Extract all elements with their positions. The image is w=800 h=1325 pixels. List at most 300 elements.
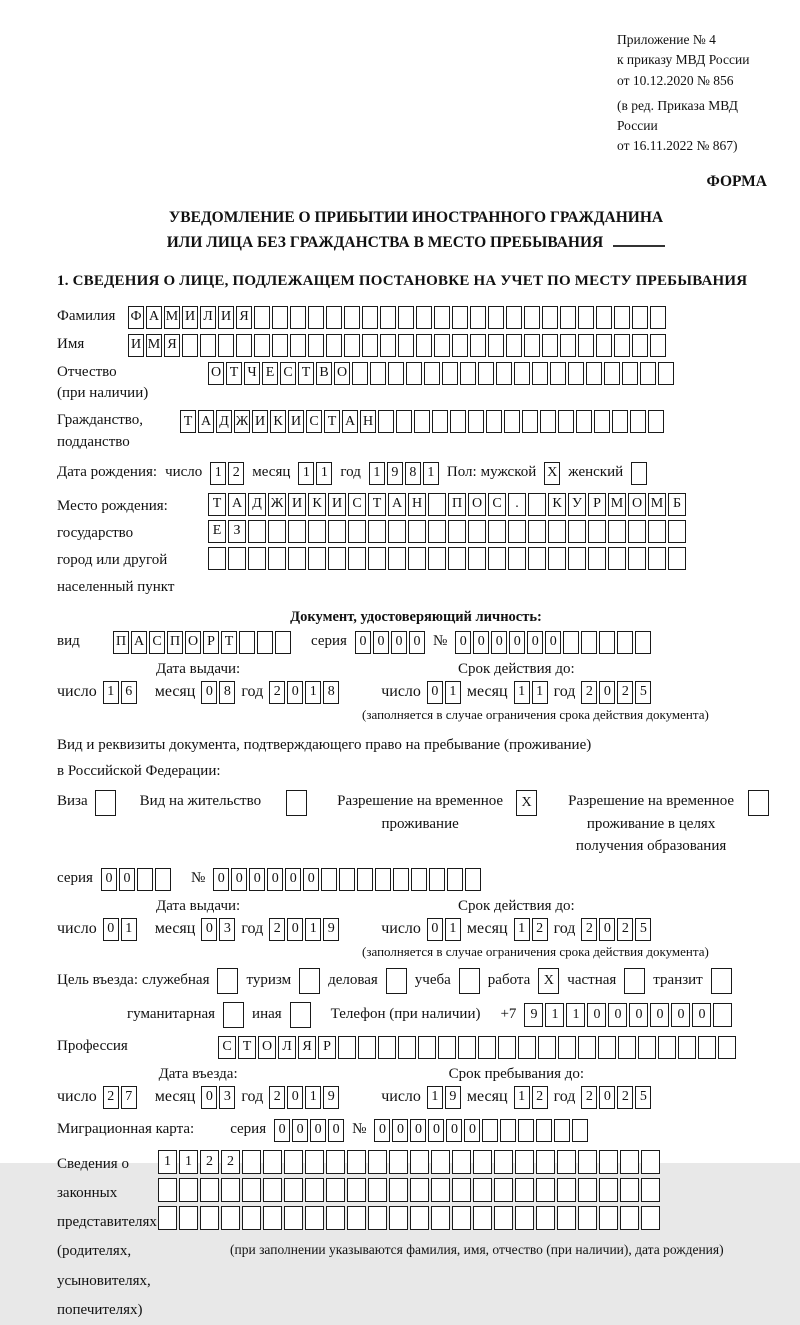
- representatives-cell[interactable]: [494, 1150, 513, 1174]
- entry-day-cell[interactable]: 2: [103, 1086, 119, 1109]
- identity-issue-year-cell[interactable]: 2: [269, 681, 285, 704]
- sex-female-cell[interactable]: [631, 462, 647, 485]
- surname-cell[interactable]: М: [164, 306, 180, 329]
- birthplace-cell[interactable]: У: [568, 493, 586, 516]
- representatives-cell[interactable]: [158, 1206, 177, 1230]
- residence-expiry-day-cell[interactable]: 0: [427, 918, 443, 941]
- profession-cell[interactable]: О: [258, 1036, 276, 1059]
- residence-number-cell[interactable]: 0: [231, 868, 247, 891]
- birthplace-cell[interactable]: [588, 520, 606, 543]
- birthplace-cell[interactable]: [488, 547, 506, 570]
- surname-cell[interactable]: [596, 306, 612, 329]
- doc-kind-cell[interactable]: П: [113, 631, 129, 654]
- identity-expiry-year-cell[interactable]: 2: [581, 681, 597, 704]
- residence-series-cell[interactable]: 0: [101, 868, 117, 891]
- firstname-cell[interactable]: [362, 334, 378, 357]
- doc-number-cell[interactable]: [635, 631, 651, 654]
- representatives-cell[interactable]: [557, 1206, 576, 1230]
- phone-cell[interactable]: 1: [566, 1003, 585, 1027]
- representatives-cell[interactable]: [494, 1178, 513, 1202]
- residence-number-cell[interactable]: [447, 868, 463, 891]
- birthplace-cell[interactable]: А: [388, 493, 406, 516]
- citizenship-cell[interactable]: [414, 410, 430, 433]
- birthplace-cell[interactable]: [408, 547, 426, 570]
- stay-day-cell[interactable]: 9: [445, 1086, 461, 1109]
- mc-number-cell[interactable]: [554, 1119, 570, 1142]
- doc-kind-cell[interactable]: П: [167, 631, 183, 654]
- profession-cell[interactable]: [638, 1036, 656, 1059]
- profession-cell[interactable]: [678, 1036, 696, 1059]
- surname-cell[interactable]: [380, 306, 396, 329]
- surname-cell[interactable]: [542, 306, 558, 329]
- birthplace-cell[interactable]: [608, 520, 626, 543]
- birthplace-cell[interactable]: [448, 547, 466, 570]
- firstname-cell[interactable]: [272, 334, 288, 357]
- representatives-cell[interactable]: [452, 1178, 471, 1202]
- birthplace-cell[interactable]: [548, 520, 566, 543]
- phone-cell[interactable]: 0: [671, 1003, 690, 1027]
- birthplace-cell[interactable]: [268, 520, 286, 543]
- phone-cell[interactable]: [713, 1003, 732, 1027]
- representatives-cell[interactable]: [410, 1150, 429, 1174]
- residence-issue-day-cell[interactable]: 0: [103, 918, 119, 941]
- representatives-cell[interactable]: [221, 1178, 240, 1202]
- representatives-cell[interactable]: [515, 1178, 534, 1202]
- representatives-cell[interactable]: 1: [158, 1150, 177, 1174]
- representatives-cell[interactable]: 1: [179, 1150, 198, 1174]
- representatives-cell[interactable]: [452, 1206, 471, 1230]
- citizenship-cell[interactable]: Д: [216, 410, 232, 433]
- birthplace-cell[interactable]: [248, 547, 266, 570]
- residence-expiry-month-cell[interactable]: 2: [532, 918, 548, 941]
- surname-cell[interactable]: [398, 306, 414, 329]
- birthplace-cell[interactable]: [328, 547, 346, 570]
- birthplace-cell[interactable]: [528, 520, 546, 543]
- doc-number-cell[interactable]: 0: [473, 631, 489, 654]
- birthplace-cell[interactable]: Т: [368, 493, 386, 516]
- birthplace-cell[interactable]: [348, 520, 366, 543]
- surname-cell[interactable]: [524, 306, 540, 329]
- entry-year-cell[interactable]: 2: [269, 1086, 285, 1109]
- doc-kind-cell[interactable]: [239, 631, 255, 654]
- mc-number-cell[interactable]: 0: [464, 1119, 480, 1142]
- firstname-cell[interactable]: [236, 334, 252, 357]
- entry-month-cell[interactable]: 0: [201, 1086, 217, 1109]
- representatives-cell[interactable]: [389, 1150, 408, 1174]
- firstname-cell[interactable]: [650, 334, 666, 357]
- identity-expiry-day-cell[interactable]: 1: [445, 681, 461, 704]
- patronymic-cell[interactable]: [352, 362, 368, 385]
- entry-year-cell[interactable]: 0: [287, 1086, 303, 1109]
- identity-issue-year-cell[interactable]: 0: [287, 681, 303, 704]
- birthplace-cell[interactable]: [328, 520, 346, 543]
- surname-cell[interactable]: [632, 306, 648, 329]
- birthplace-cell[interactable]: [608, 547, 626, 570]
- representatives-cell[interactable]: [557, 1178, 576, 1202]
- representatives-cell[interactable]: [389, 1206, 408, 1230]
- mc-number-cell[interactable]: 0: [428, 1119, 444, 1142]
- firstname-cell[interactable]: [542, 334, 558, 357]
- birthplace-cell[interactable]: [508, 520, 526, 543]
- profession-cell[interactable]: Л: [278, 1036, 296, 1059]
- residence-number-cell[interactable]: 0: [303, 868, 319, 891]
- residence-number-cell[interactable]: [411, 868, 427, 891]
- representatives-cell[interactable]: [305, 1150, 324, 1174]
- birthplace-cell[interactable]: С: [348, 493, 366, 516]
- citizenship-cell[interactable]: И: [252, 410, 268, 433]
- residence-issue-year-cell[interactable]: 1: [305, 918, 321, 941]
- residence-expiry-year-cell[interactable]: 5: [635, 918, 651, 941]
- birthplace-cell[interactable]: [668, 520, 686, 543]
- profession-cell[interactable]: [658, 1036, 676, 1059]
- option-temp-residence-edu-cell[interactable]: [748, 790, 769, 816]
- profession-cell[interactable]: Я: [298, 1036, 316, 1059]
- birthplace-cell[interactable]: Т: [208, 493, 226, 516]
- birthplace-cell[interactable]: [668, 547, 686, 570]
- birthdate-month-cell[interactable]: 1: [316, 462, 332, 485]
- mc-number-cell[interactable]: [482, 1119, 498, 1142]
- citizenship-cell[interactable]: А: [342, 410, 358, 433]
- mc-number-cell[interactable]: 0: [410, 1119, 426, 1142]
- patronymic-cell[interactable]: [550, 362, 566, 385]
- residence-expiry-day-cell[interactable]: 1: [445, 918, 461, 941]
- firstname-cell[interactable]: [434, 334, 450, 357]
- firstname-cell[interactable]: [470, 334, 486, 357]
- mc-number-cell[interactable]: [518, 1119, 534, 1142]
- doc-series-cell[interactable]: 0: [409, 631, 425, 654]
- mc-number-cell[interactable]: [536, 1119, 552, 1142]
- representatives-cell[interactable]: [179, 1206, 198, 1230]
- birthplace-cell[interactable]: А: [228, 493, 246, 516]
- surname-cell[interactable]: [488, 306, 504, 329]
- patronymic-cell[interactable]: [460, 362, 476, 385]
- surname-cell[interactable]: [650, 306, 666, 329]
- representatives-cell[interactable]: [179, 1178, 198, 1202]
- identity-issue-day-cell[interactable]: 6: [121, 681, 137, 704]
- surname-cell[interactable]: [362, 306, 378, 329]
- citizenship-cell[interactable]: [378, 410, 394, 433]
- entry-month-cell[interactable]: 3: [219, 1086, 235, 1109]
- doc-series-cell[interactable]: 0: [373, 631, 389, 654]
- patronymic-cell[interactable]: [658, 362, 674, 385]
- doc-kind-cell[interactable]: С: [149, 631, 165, 654]
- purpose-humanitarian-cell[interactable]: [223, 1002, 244, 1028]
- representatives-cell[interactable]: [599, 1206, 618, 1230]
- citizenship-cell[interactable]: [432, 410, 448, 433]
- residence-number-cell[interactable]: 0: [267, 868, 283, 891]
- birthplace-cell[interactable]: [268, 547, 286, 570]
- identity-issue-month-cell[interactable]: 8: [219, 681, 235, 704]
- profession-cell[interactable]: Т: [238, 1036, 256, 1059]
- profession-cell[interactable]: [418, 1036, 436, 1059]
- representatives-cell[interactable]: [641, 1150, 660, 1174]
- residence-issue-month-cell[interactable]: 0: [201, 918, 217, 941]
- patronymic-cell[interactable]: [442, 362, 458, 385]
- citizenship-cell[interactable]: [396, 410, 412, 433]
- purpose-business-cell[interactable]: [386, 968, 407, 994]
- citizenship-cell[interactable]: [594, 410, 610, 433]
- birthdate-month-cell[interactable]: 1: [298, 462, 314, 485]
- birthplace-cell[interactable]: [568, 520, 586, 543]
- firstname-cell[interactable]: [452, 334, 468, 357]
- doc-series-cell[interactable]: 0: [391, 631, 407, 654]
- firstname-cell[interactable]: [524, 334, 540, 357]
- representatives-cell[interactable]: [473, 1150, 492, 1174]
- mc-number-cell[interactable]: 0: [374, 1119, 390, 1142]
- surname-cell[interactable]: Ф: [128, 306, 144, 329]
- option-temp-residence-cell[interactable]: X: [516, 790, 537, 816]
- representatives-cell[interactable]: [284, 1206, 303, 1230]
- patronymic-cell[interactable]: [622, 362, 638, 385]
- firstname-cell[interactable]: [596, 334, 612, 357]
- patronymic-cell[interactable]: О: [208, 362, 224, 385]
- profession-cell[interactable]: С: [218, 1036, 236, 1059]
- citizenship-cell[interactable]: [558, 410, 574, 433]
- patronymic-cell[interactable]: [478, 362, 494, 385]
- stay-month-cell[interactable]: 1: [514, 1086, 530, 1109]
- firstname-cell[interactable]: [290, 334, 306, 357]
- purpose-study-cell[interactable]: [459, 968, 480, 994]
- doc-kind-cell[interactable]: Р: [203, 631, 219, 654]
- entry-year-cell[interactable]: 9: [323, 1086, 339, 1109]
- representatives-cell[interactable]: [305, 1206, 324, 1230]
- surname-cell[interactable]: [434, 306, 450, 329]
- residence-series-cell[interactable]: [137, 868, 153, 891]
- birthplace-cell[interactable]: [428, 493, 446, 516]
- patronymic-cell[interactable]: О: [334, 362, 350, 385]
- sex-male-cell[interactable]: X: [544, 462, 560, 485]
- firstname-cell[interactable]: И: [128, 334, 144, 357]
- representatives-cell[interactable]: [326, 1178, 345, 1202]
- mc-number-cell[interactable]: 0: [446, 1119, 462, 1142]
- doc-kind-cell[interactable]: [275, 631, 291, 654]
- birthplace-cell[interactable]: [648, 520, 666, 543]
- profession-cell[interactable]: [458, 1036, 476, 1059]
- representatives-cell[interactable]: [410, 1206, 429, 1230]
- firstname-cell[interactable]: [344, 334, 360, 357]
- birthplace-cell[interactable]: [448, 520, 466, 543]
- surname-cell[interactable]: [326, 306, 342, 329]
- patronymic-cell[interactable]: [406, 362, 422, 385]
- representatives-cell[interactable]: [326, 1206, 345, 1230]
- residence-issue-year-cell[interactable]: 0: [287, 918, 303, 941]
- birthplace-cell[interactable]: [388, 520, 406, 543]
- birthplace-cell[interactable]: К: [548, 493, 566, 516]
- representatives-cell[interactable]: [515, 1150, 534, 1174]
- representatives-cell[interactable]: [620, 1178, 639, 1202]
- residence-issue-year-cell[interactable]: 2: [269, 918, 285, 941]
- surname-cell[interactable]: [290, 306, 306, 329]
- citizenship-cell[interactable]: [450, 410, 466, 433]
- citizenship-cell[interactable]: С: [306, 410, 322, 433]
- patronymic-cell[interactable]: [604, 362, 620, 385]
- birthplace-cell[interactable]: [308, 547, 326, 570]
- birthplace-cell[interactable]: [568, 547, 586, 570]
- identity-issue-year-cell[interactable]: 1: [305, 681, 321, 704]
- birthplace-cell[interactable]: [528, 547, 546, 570]
- patronymic-cell[interactable]: [586, 362, 602, 385]
- surname-cell[interactable]: А: [146, 306, 162, 329]
- birthplace-cell[interactable]: [648, 547, 666, 570]
- birthplace-cell[interactable]: [468, 520, 486, 543]
- birthplace-cell[interactable]: [428, 547, 446, 570]
- birthplace-cell[interactable]: Б: [668, 493, 686, 516]
- doc-number-cell[interactable]: [581, 631, 597, 654]
- birthplace-cell[interactable]: И: [328, 493, 346, 516]
- citizenship-cell[interactable]: [504, 410, 520, 433]
- citizenship-cell[interactable]: [576, 410, 592, 433]
- phone-cell[interactable]: 9: [524, 1003, 543, 1027]
- doc-number-cell[interactable]: 0: [527, 631, 543, 654]
- birthplace-cell[interactable]: [548, 547, 566, 570]
- birthplace-cell[interactable]: М: [608, 493, 626, 516]
- birthplace-cell[interactable]: [288, 520, 306, 543]
- residence-number-cell[interactable]: [357, 868, 373, 891]
- citizenship-cell[interactable]: К: [270, 410, 286, 433]
- stay-year-cell[interactable]: 2: [581, 1086, 597, 1109]
- surname-cell[interactable]: [416, 306, 432, 329]
- doc-number-cell[interactable]: 0: [545, 631, 561, 654]
- representatives-cell[interactable]: [641, 1178, 660, 1202]
- mc-number-cell[interactable]: [572, 1119, 588, 1142]
- purpose-private-cell[interactable]: [624, 968, 645, 994]
- residence-issue-day-cell[interactable]: 1: [121, 918, 137, 941]
- birthdate-day-cell[interactable]: 2: [228, 462, 244, 485]
- birthdate-year-cell[interactable]: 1: [369, 462, 385, 485]
- purpose-official-cell[interactable]: [217, 968, 238, 994]
- identity-expiry-month-cell[interactable]: 1: [514, 681, 530, 704]
- mc-series-cell[interactable]: 0: [292, 1119, 308, 1142]
- patronymic-cell[interactable]: Т: [226, 362, 242, 385]
- residence-number-cell[interactable]: [429, 868, 445, 891]
- profession-cell[interactable]: [558, 1036, 576, 1059]
- citizenship-cell[interactable]: [540, 410, 556, 433]
- birthplace-cell[interactable]: [208, 547, 226, 570]
- surname-cell[interactable]: [506, 306, 522, 329]
- birthplace-cell[interactable]: [368, 520, 386, 543]
- profession-cell[interactable]: [358, 1036, 376, 1059]
- firstname-cell[interactable]: М: [146, 334, 162, 357]
- doc-kind-cell[interactable]: А: [131, 631, 147, 654]
- purpose-transit-cell[interactable]: [711, 968, 732, 994]
- representatives-cell[interactable]: [200, 1178, 219, 1202]
- birthplace-cell[interactable]: Д: [248, 493, 266, 516]
- doc-number-cell[interactable]: [599, 631, 615, 654]
- residence-number-cell[interactable]: 0: [213, 868, 229, 891]
- residence-expiry-month-cell[interactable]: 1: [514, 918, 530, 941]
- representatives-cell[interactable]: [368, 1150, 387, 1174]
- profession-cell[interactable]: [518, 1036, 536, 1059]
- citizenship-cell[interactable]: [522, 410, 538, 433]
- surname-cell[interactable]: Я: [236, 306, 252, 329]
- birthplace-cell[interactable]: О: [628, 493, 646, 516]
- firstname-cell[interactable]: Я: [164, 334, 180, 357]
- representatives-cell[interactable]: [347, 1150, 366, 1174]
- birthdate-year-cell[interactable]: 8: [405, 462, 421, 485]
- representatives-cell[interactable]: [368, 1206, 387, 1230]
- birthplace-cell[interactable]: .: [508, 493, 526, 516]
- birthplace-cell[interactable]: [388, 547, 406, 570]
- phone-cell[interactable]: 0: [629, 1003, 648, 1027]
- firstname-cell[interactable]: [632, 334, 648, 357]
- profession-cell[interactable]: [338, 1036, 356, 1059]
- citizenship-cell[interactable]: [630, 410, 646, 433]
- birthplace-cell[interactable]: О: [468, 493, 486, 516]
- residence-issue-year-cell[interactable]: 9: [323, 918, 339, 941]
- representatives-cell[interactable]: [641, 1206, 660, 1230]
- representatives-cell[interactable]: [410, 1178, 429, 1202]
- profession-cell[interactable]: [498, 1036, 516, 1059]
- birthdate-day-cell[interactable]: 1: [210, 462, 226, 485]
- patronymic-cell[interactable]: Т: [298, 362, 314, 385]
- mc-number-cell[interactable]: 0: [392, 1119, 408, 1142]
- representatives-cell[interactable]: [536, 1150, 555, 1174]
- firstname-cell[interactable]: [614, 334, 630, 357]
- surname-cell[interactable]: [560, 306, 576, 329]
- entry-day-cell[interactable]: 7: [121, 1086, 137, 1109]
- patronymic-cell[interactable]: Е: [262, 362, 278, 385]
- profession-cell[interactable]: [538, 1036, 556, 1059]
- profession-cell[interactable]: [598, 1036, 616, 1059]
- patronymic-cell[interactable]: [640, 362, 656, 385]
- representatives-cell[interactable]: [242, 1206, 261, 1230]
- patronymic-cell[interactable]: [568, 362, 584, 385]
- identity-expiry-year-cell[interactable]: 2: [617, 681, 633, 704]
- profession-cell[interactable]: [618, 1036, 636, 1059]
- doc-series-cell[interactable]: 0: [355, 631, 371, 654]
- birthplace-cell[interactable]: [248, 520, 266, 543]
- stay-year-cell[interactable]: 0: [599, 1086, 615, 1109]
- representatives-cell[interactable]: [431, 1178, 450, 1202]
- identity-expiry-month-cell[interactable]: 1: [532, 681, 548, 704]
- representatives-cell[interactable]: [578, 1206, 597, 1230]
- birthplace-cell[interactable]: [288, 547, 306, 570]
- residence-number-cell[interactable]: [465, 868, 481, 891]
- citizenship-cell[interactable]: Т: [180, 410, 196, 433]
- doc-kind-cell[interactable]: [257, 631, 273, 654]
- identity-issue-month-cell[interactable]: 0: [201, 681, 217, 704]
- profession-cell[interactable]: [398, 1036, 416, 1059]
- doc-number-cell[interactable]: 0: [509, 631, 525, 654]
- patronymic-cell[interactable]: С: [280, 362, 296, 385]
- phone-cell[interactable]: 0: [608, 1003, 627, 1027]
- patronymic-cell[interactable]: В: [316, 362, 332, 385]
- birthplace-cell[interactable]: Ж: [268, 493, 286, 516]
- firstname-cell[interactable]: [416, 334, 432, 357]
- patronymic-cell[interactable]: [496, 362, 512, 385]
- representatives-cell[interactable]: [578, 1178, 597, 1202]
- representatives-cell[interactable]: [473, 1206, 492, 1230]
- doc-number-cell[interactable]: 0: [455, 631, 471, 654]
- citizenship-cell[interactable]: [612, 410, 628, 433]
- patronymic-cell[interactable]: [388, 362, 404, 385]
- identity-expiry-year-cell[interactable]: 5: [635, 681, 651, 704]
- representatives-cell[interactable]: 2: [221, 1150, 240, 1174]
- residence-number-cell[interactable]: [375, 868, 391, 891]
- surname-cell[interactable]: [452, 306, 468, 329]
- doc-number-cell[interactable]: 0: [491, 631, 507, 654]
- profession-cell[interactable]: [378, 1036, 396, 1059]
- representatives-cell[interactable]: [620, 1206, 639, 1230]
- citizenship-cell[interactable]: [648, 410, 664, 433]
- representatives-cell[interactable]: [494, 1206, 513, 1230]
- firstname-cell[interactable]: [560, 334, 576, 357]
- representatives-cell[interactable]: [389, 1178, 408, 1202]
- phone-cell[interactable]: 0: [650, 1003, 669, 1027]
- representatives-cell[interactable]: [347, 1206, 366, 1230]
- patronymic-cell[interactable]: [532, 362, 548, 385]
- phone-cell[interactable]: 0: [587, 1003, 606, 1027]
